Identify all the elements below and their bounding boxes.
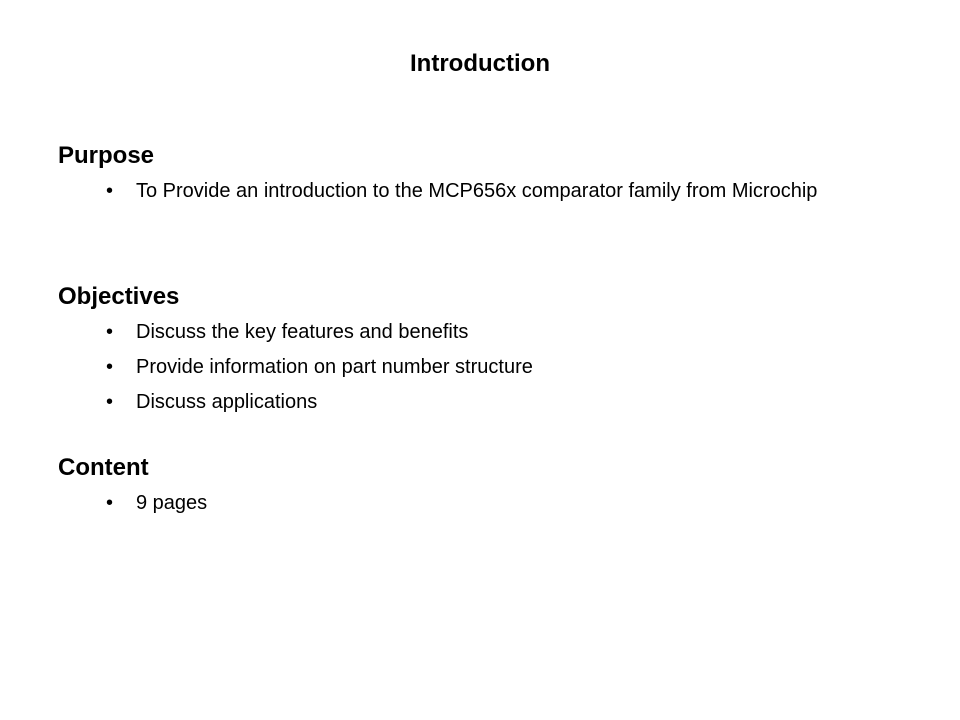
purpose-bullet-list [58, 176, 898, 206]
bullet-text: Provide information on part number structure [136, 356, 533, 378]
section-objectives [58, 281, 898, 422]
bullet-text: 9 pages [136, 492, 208, 514]
section-content [58, 452, 898, 523]
section-heading-content: Content [58, 454, 149, 481]
bullet-icon: • [106, 321, 114, 343]
slide-title: Introduction [410, 50, 550, 77]
bullet-text: Discuss applications [136, 391, 318, 413]
bullet-item [58, 317, 856, 347]
bullet-item [58, 488, 856, 518]
bullet-icon: • [106, 356, 114, 378]
bullet-icon: • [106, 492, 114, 514]
content-bullet-list [58, 488, 898, 518]
section-heading-objectives: Objectives [58, 283, 180, 310]
section-purpose [58, 140, 898, 211]
objectives-bullet-list [58, 317, 898, 417]
bullet-item [58, 352, 856, 382]
bullet-item [58, 387, 856, 417]
bullet-icon: • [106, 180, 114, 202]
bullet-text: To Provide an introduction to the MCP656x comparator family from Microchip [136, 180, 818, 202]
bullet-item [58, 176, 856, 206]
section-heading-purpose: Purpose [58, 142, 155, 169]
bullet-icon: • [106, 391, 114, 413]
bullet-text: Discuss the key features and benefits [136, 321, 469, 343]
